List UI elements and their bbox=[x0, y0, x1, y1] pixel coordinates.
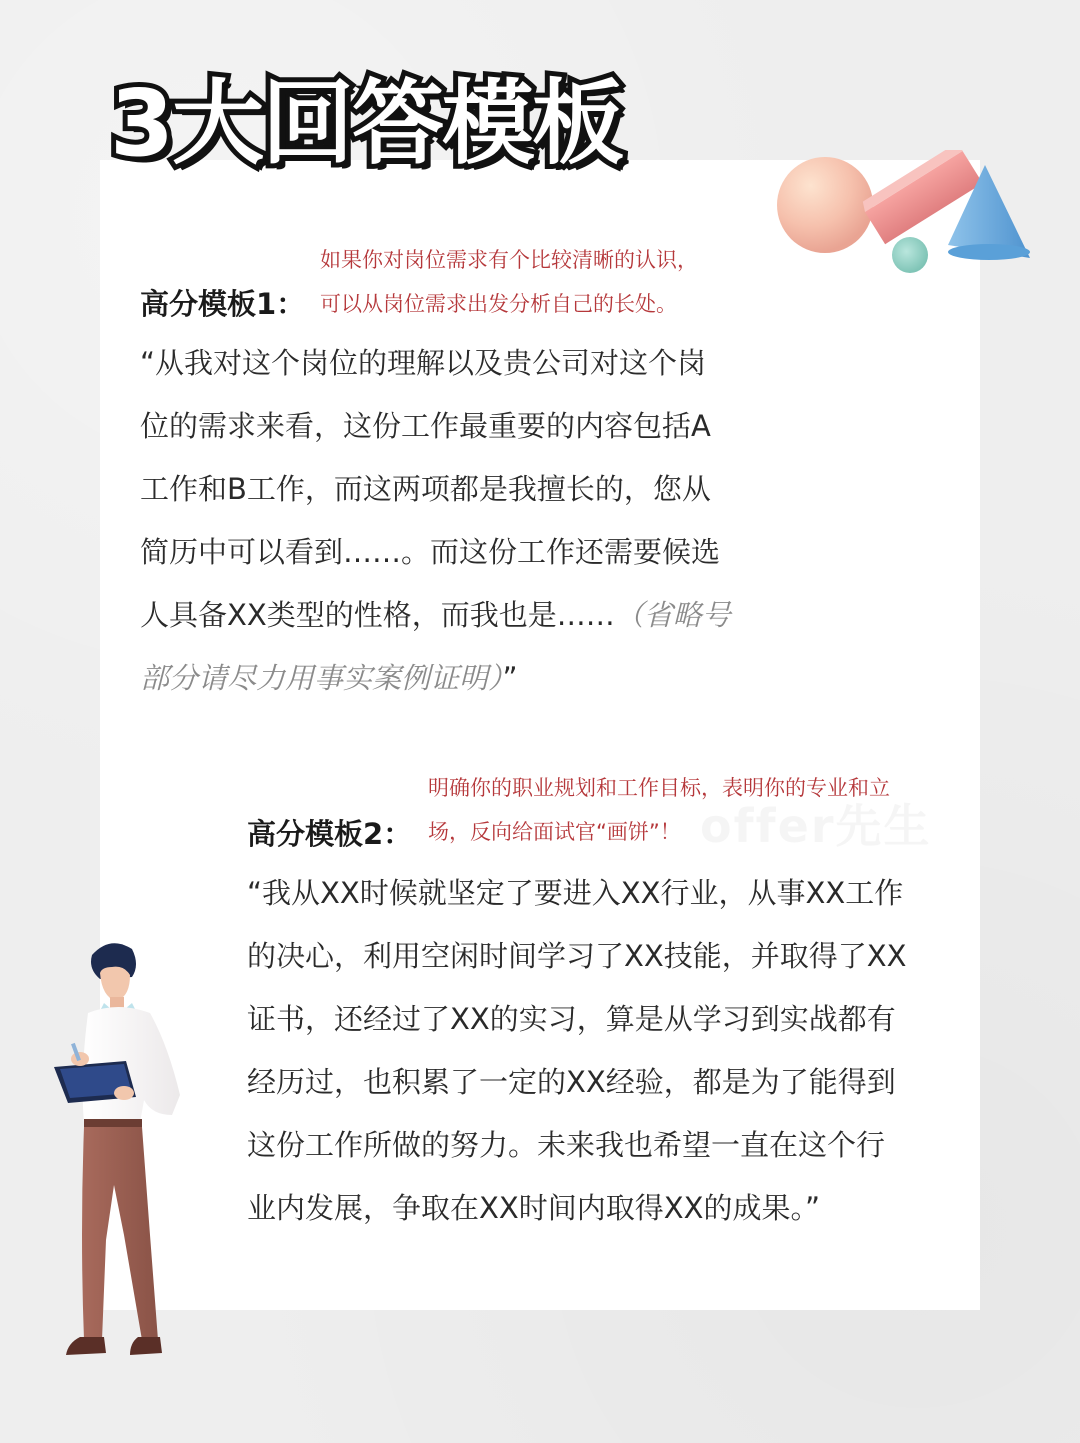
italic-note: （省略号 bbox=[614, 598, 731, 632]
section2-body bbox=[247, 862, 906, 1240]
body-line: 的决心，利用空闲时间学习了XX技能，并取得了XX bbox=[247, 939, 907, 973]
body-line: 这份工作所做的努力。未来我也希望一直在这个行 bbox=[247, 1128, 886, 1162]
section2-note-line: 明确你的职业规划和工作目标，表明你的专业和立 bbox=[428, 776, 890, 800]
body-text: 人具备XX类型的性格，而我也是…… bbox=[140, 598, 615, 632]
cylinder-shape bbox=[892, 237, 928, 273]
body-line: 工作和B工作，而这两项都是我擅长的，您从 bbox=[140, 472, 711, 506]
body-line: 简历中可以看到……。而这份工作还需要候选 bbox=[140, 535, 721, 569]
body-line: “从我对这个岗位的理解以及贵公司对这个岗 bbox=[140, 346, 707, 380]
italic-note: 部分请尽力用事实案例证明） bbox=[140, 661, 503, 695]
section2-note-line: 场，反向给面试官“画饼”！ bbox=[428, 820, 681, 844]
section2-heading: 高分模板2： bbox=[247, 817, 413, 851]
section1-note-line: 如果你对岗位需求有个比较清晰的认识， bbox=[320, 248, 698, 272]
geometric-shapes-decoration bbox=[770, 150, 1040, 280]
closing-quote: ” bbox=[502, 661, 518, 695]
section2-note bbox=[428, 766, 890, 854]
body-line bbox=[140, 647, 731, 710]
person-writing-illustration bbox=[40, 935, 210, 1385]
body-line: 位的需求来看，这份工作最重要的内容包括A bbox=[140, 409, 711, 443]
body-line: 业内发展，争取在XX时间内取得XX的成果。” bbox=[247, 1191, 820, 1225]
page-title: 3大回答模板 bbox=[110, 70, 623, 177]
body-line: 证书，还经过了XX的实习，算是从学习到实战都有 bbox=[247, 1002, 896, 1036]
body-line: 经历过，也积累了一定的XX经验，都是为了能得到 bbox=[247, 1065, 896, 1099]
section1-body bbox=[140, 332, 731, 710]
sphere-shape bbox=[777, 157, 873, 253]
body-line bbox=[140, 584, 731, 647]
section1-note bbox=[320, 238, 698, 326]
body-line: “我从XX时候就坚定了要进入XX行业，从事XX工作 bbox=[247, 876, 904, 910]
section1-heading: 高分模板1： bbox=[140, 287, 306, 321]
section1-note-line: 可以从岗位需求出发分析自己的长处。 bbox=[320, 292, 677, 316]
